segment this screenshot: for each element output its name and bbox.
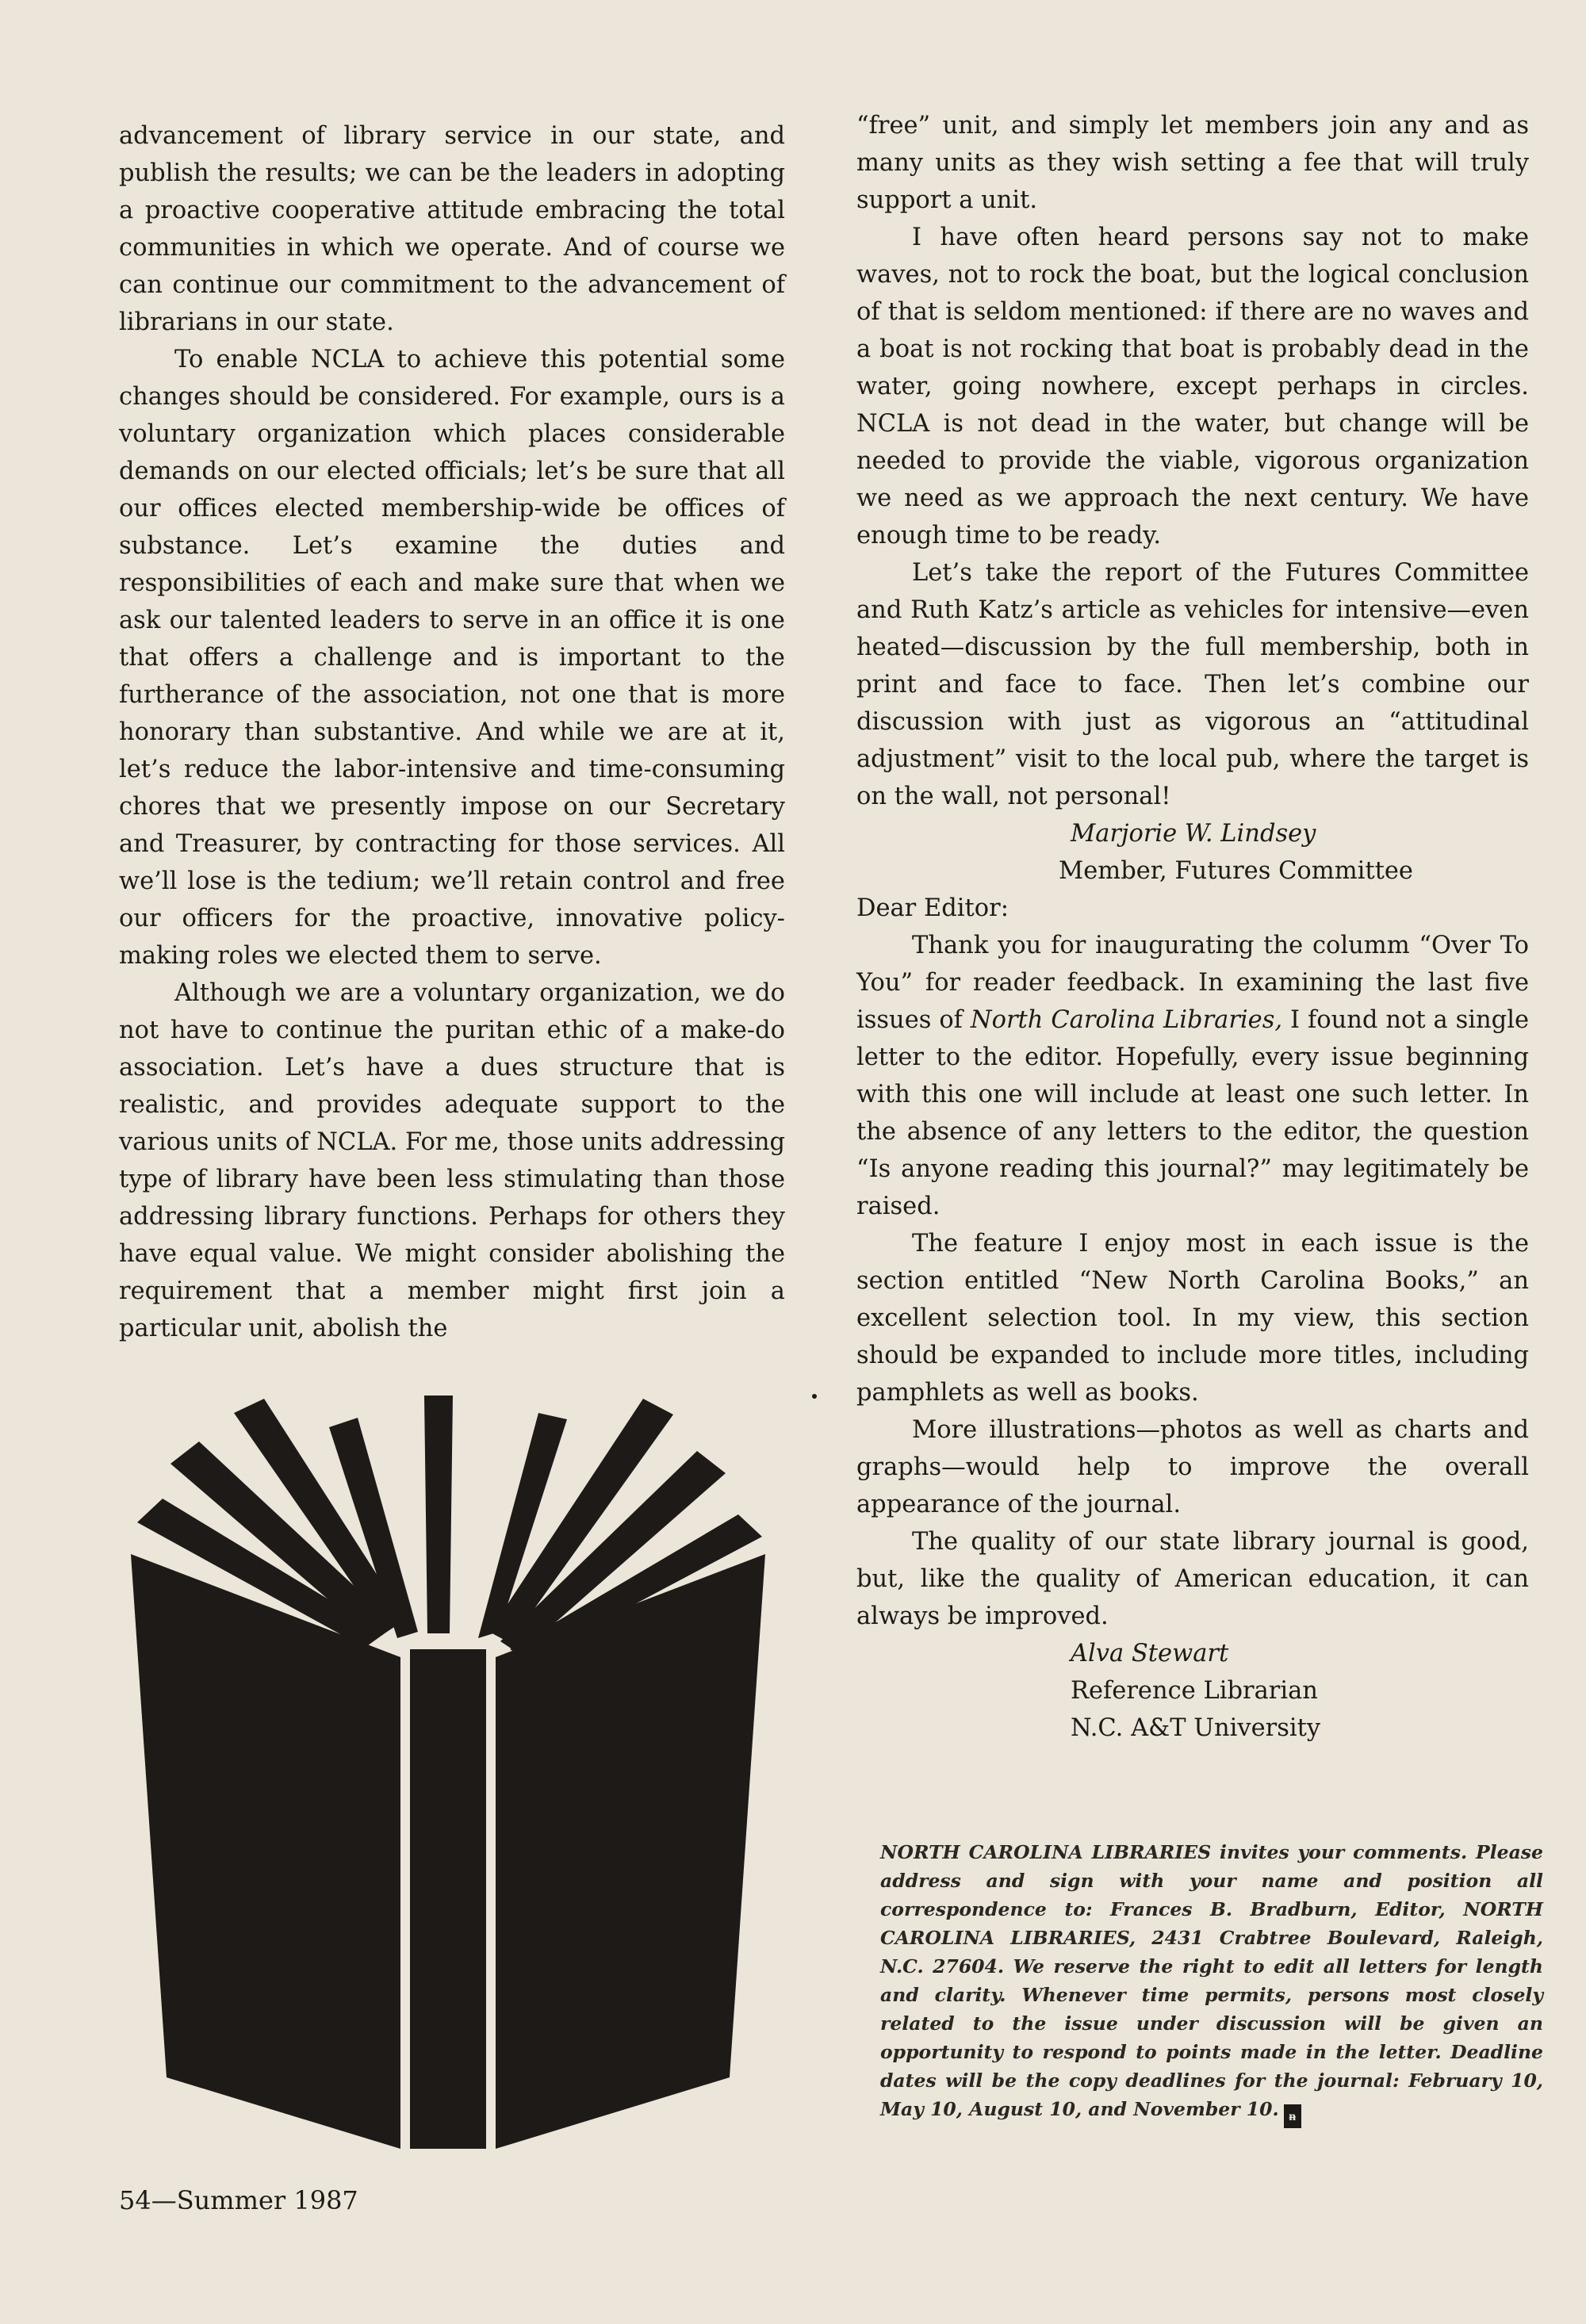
signature-1-name: Marjorie W. Lindsey [1071, 820, 1316, 848]
page-footer: 54—Summer 1987 [119, 2185, 358, 2215]
right-column [856, 107, 1529, 1747]
open-book-icon [123, 1396, 773, 2149]
signature-2-org: N.C. A&T University [1071, 1714, 1321, 1742]
right-paragraph-2: I have often heard persons say not to make waves, not to rock the boat, but the logical conclusion of that is seldom mentioned: if there are no waves and a boat is not rocking that boat is probably dead in the water, going nowhere, except perhaps in circles. NCLA is not dead in the water, but change will be needed to provide the viable, vigorous organization we need as we approach the next century. We have enough time to be ready. [856, 224, 1529, 549]
stray-dot [812, 1394, 817, 1399]
letter-2-p1-before: Thank you for inaugurating the columm “Over To You” for reader feedback. In examining the last five issues of [856, 932, 1529, 1034]
book-spine [410, 1649, 486, 2149]
notice-lead: NORTH CAROLINA LIBRARIES [880, 1841, 1212, 1863]
end-mark-icon: ᵰ [1284, 2104, 1301, 2128]
letter-2-paragraph-1 [856, 927, 1529, 1225]
journal-title-italic: North Carolina Libraries, [970, 1006, 1283, 1034]
salutation: Dear Editor: [856, 894, 1009, 922]
signature-2-title: Reference Librarian [1071, 1677, 1318, 1705]
left-paragraph-2: To enable NCLA to achieve this potential some changes should be considered. For example, ours is a voluntary organization which places considerable demands on our elected officials; let’s be sure that all our offices elected membership-wide be offices of substance. Let’s examine the duties and responsibilities of each and make sure that when we ask our talented leaders to serve in an office it is one that offers a challenge and is important to the furtherance of the association, not one that is more honorary than substantive. And while we are at it, let’s reduce the labor-intensive and time-consuming chores that we presently impose on our Secretary and Treasurer, by contracting for those services. All we’ll lose is the tedium; we’ll retain control and free our officers for the proactive, innovative policy-making roles we elected them to serve. [119, 346, 785, 970]
letter-2-paragraph-2: The feature I enjoy most in each issue is the section entitled “New North Carolina Books,” an excellent selection tool. In my view, this section should be expanded to include more titles, including pamphlets as well as books. [856, 1230, 1529, 1407]
letter-2-paragraph-3: More illustrations—photos as well as charts and graphs—would help to improve the overall appearance of the journal. [856, 1416, 1529, 1518]
left-column [119, 117, 785, 1347]
letter-2-paragraph-4: The quality of our state library journal is good, but, like the quality of American education, it can always be improved. [856, 1528, 1529, 1630]
book-page-5 [424, 1396, 453, 1633]
signature-1-title: Member, Futures Committee [1059, 857, 1413, 885]
notice-body: invites your comments. Please address and sign with your name and position all correspondence to: Frances B. Bradburn, Editor, NORTH CAROLINA LIBRARIES, 2431 Crabtree Boulevard, Raleigh, N.C. 27604. We reserve the right to edit all letters for length and clarity. Whenever time permits, persons most closely related to the issue under discussion will be given an opportunity to respond to points made in the letter. Deadline dates will be the copy deadlines for the journal: February 10, May 10, August 10, and November 10. [880, 1841, 1543, 2120]
signature-2-name: Alva Stewart [1071, 1640, 1229, 1667]
right-paragraph-3: Let’s take the report of the Futures Committee and Ruth Katz’s article as vehicles for intensive—even heated—discussion by the full membership, both in print and face to face. Then let’s combine our discussion with just as vigorous an “attitudinal adjustment” visit to the local pub, where the target is on the wall, not personal! [856, 559, 1529, 810]
letter-2-p1-after: I found not a single letter to the editor. Hopefully, every issue beginning with this one will include at least one such letter. In the absence of any letters to the editor, the question “Is anyone reading this journal?” may legitimately be raised. [856, 1006, 1530, 1220]
left-paragraph-3: Although we are a voluntary organization, we do not have to continue the puritan ethic of a make-do association. Let’s have a dues structure that is realistic, and provides adequate support to the various units of NCLA. For me, those units addressing type of library have been less stimulating than those addressing library functions. Perhaps for others they have equal value. We might consider abolishing the requirement that a member might first join a particular unit, abolish the [119, 979, 785, 1342]
left-paragraph-1: advancement of library service in our state, and publish the results; we can be the leaders in adopting a proactive cooperative attitude embracing the total communities in which we operate. And of course we can continue our commitment to the advancement of librarians in our state. [119, 122, 785, 336]
editor-notice [880, 1838, 1543, 2128]
right-paragraph-1: “free” unit, and simply let members join any and as many units as they wish setting a fee that will truly support a unit. [856, 112, 1529, 214]
